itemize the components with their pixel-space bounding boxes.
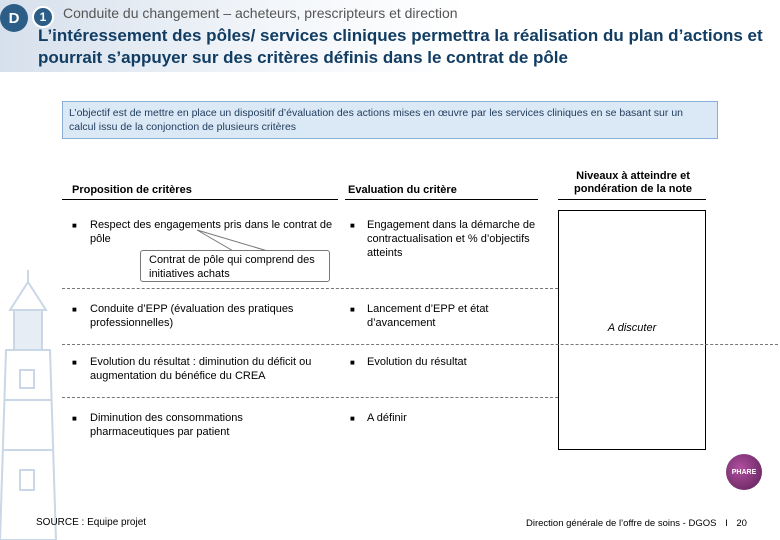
bullet-icon: ■: [72, 358, 77, 367]
section-header: Conduite du changement – acheteurs, prescripteurs et direction: [63, 5, 458, 21]
evaluation-cell: A définir: [367, 412, 407, 424]
criterion-cell: Conduite d’EPP (évaluation des pratiques professionnelles): [90, 303, 294, 329]
section-badge-number: 1: [32, 6, 54, 28]
column-underline: [62, 199, 338, 200]
bullet-icon: ■: [72, 305, 77, 314]
callout-note: Contrat de pôle qui comprend des initiatives achats: [140, 250, 330, 282]
bullet-icon: ■: [72, 414, 77, 423]
bullet-icon: ■: [350, 221, 355, 230]
column-header-criteria: Proposition de critères: [72, 184, 192, 196]
row-divider: [62, 397, 558, 398]
footer-org: [526, 518, 747, 529]
column-underline: [558, 199, 706, 200]
page-number: 20: [736, 518, 747, 529]
column-header-levels: Niveaux à atteindre et pondération de la note: [574, 170, 692, 195]
phare-logo: PHARE: [726, 454, 762, 490]
bullet-icon: ■: [350, 414, 355, 423]
section-badge-letter: D: [0, 4, 28, 32]
source-note: SOURCE : Equipe projet: [36, 517, 147, 528]
bullet-icon: ■: [72, 221, 77, 230]
row-divider: [62, 344, 778, 345]
criterion-cell: Diminution des consommations pharmaceutiques par patient: [90, 412, 243, 438]
objective-box: L’objectif est de mettre en place un dispositif d’évaluation des actions mises en œuvre par les services cliniques en se basant sur un calcul issu de la conjonction de plusieurs critères: [62, 101, 718, 139]
evaluation-cell: Evolution du résultat: [367, 356, 467, 368]
criterion-cell: Evolution du résultat : diminution du déficit ou augmentation du bénéfice du CREA: [90, 356, 312, 382]
column-header-evaluation: Evaluation du critère: [348, 184, 457, 196]
column-underline: [345, 199, 538, 200]
levels-value: A discuter: [607, 322, 657, 334]
criterion-cell: Respect des engagements pris dans le contrat de pôle: [90, 219, 333, 245]
footer-org-name: Direction générale de l’offre de soins - DGOS: [526, 518, 717, 529]
bullet-icon: ■: [350, 305, 355, 314]
evaluation-cell: Engagement dans la démarche de contractualisation et % d’objectifs atteints: [367, 219, 536, 259]
row-divider: [62, 288, 558, 289]
bullet-icon: ■: [350, 358, 355, 367]
evaluation-cell: Lancement d’EPP et état d’avancement: [367, 303, 489, 329]
footer-separator: I: [725, 518, 728, 529]
page-title: L’intéressement des pôles/ services cliniques permettra la réalisation du plan d’actions et pourrait s’appuyer sur des critères définis dans le contrat de pôle: [38, 26, 763, 67]
